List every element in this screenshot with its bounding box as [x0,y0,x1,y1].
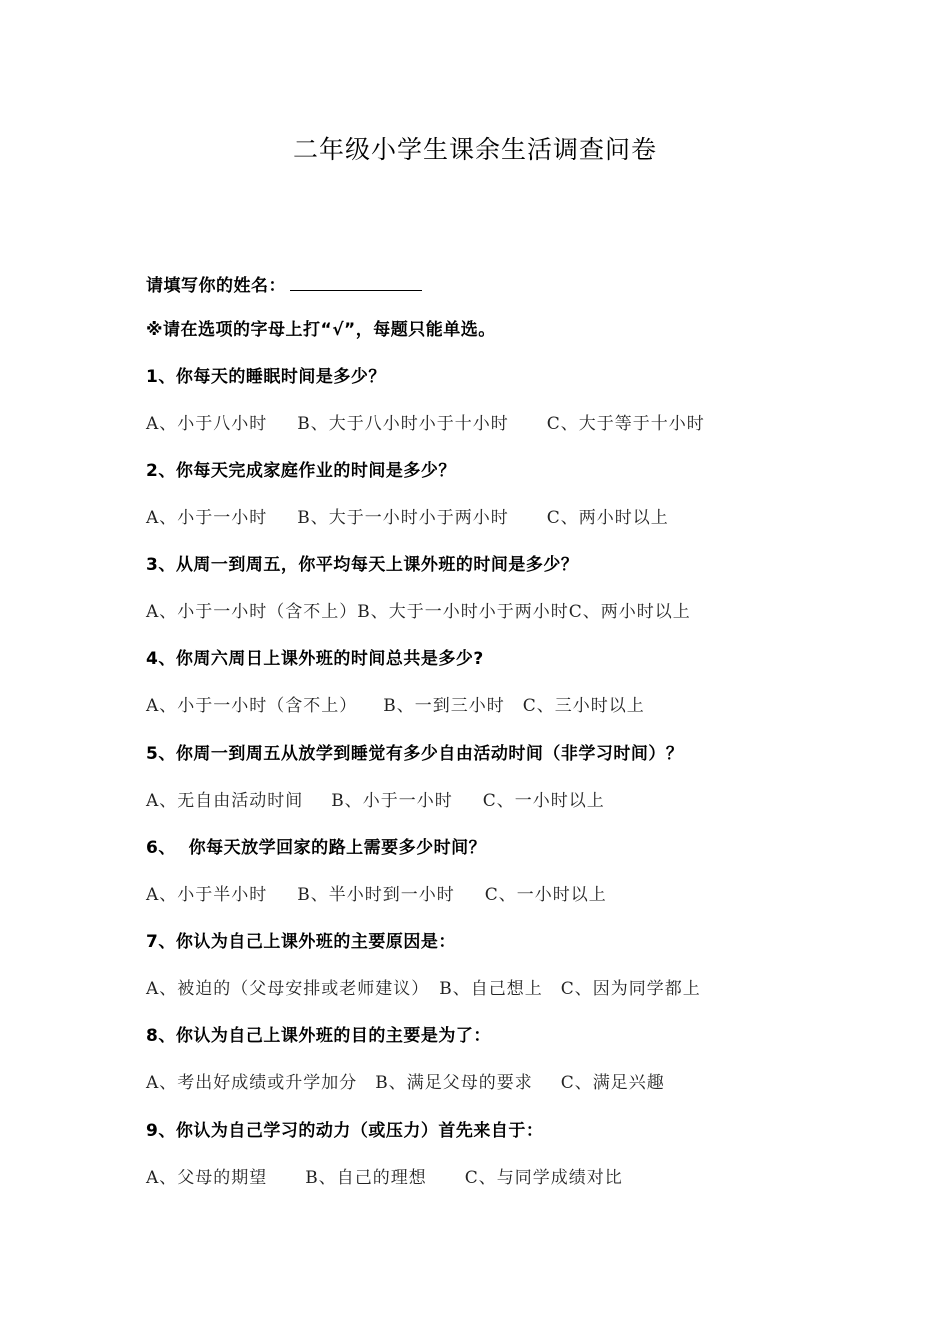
option-1a[interactable]: A、小于八小时 [146,414,268,434]
option-2b[interactable]: B、大于一小时小于两小时 [297,508,509,528]
question-3: 3、从周一到周五，你平均每天上课外班的时间是多少？ [146,555,579,575]
option-1c[interactable]: C、大于等于十小时 [546,414,705,434]
option-4a[interactable]: A、小于一小时（含不上） [146,696,358,716]
option-5c[interactable]: C、一小时以上 [482,791,605,811]
question-7: 7、你认为自己上课外班的主要原因是： [146,932,456,952]
option-7a[interactable]: A、被迫的（父母安排或老师建议） [146,979,430,999]
option-9b[interactable]: B、自己的理想 [305,1168,427,1188]
survey-title: 二年级小学生课余生活调查问卷 [292,135,657,164]
name-blank-line[interactable] [290,270,422,291]
option-8b[interactable]: B、满足父母的要求 [375,1073,533,1093]
option-8a[interactable]: A、考出好成绩或升学加分 [146,1073,358,1093]
question-2: 2、你每天完成家庭作业的时间是多少？ [146,461,456,481]
question-6: 6、 你每天放学回家的路上需要多少时间？ [146,838,487,858]
question-1: 1、你每天的睡眠时间是多少？ [146,367,386,387]
option-6b[interactable]: B、半小时到一小时 [297,885,455,905]
option-7c[interactable]: C、因为同学都上 [560,979,701,999]
option-3a[interactable]: A、小于一小时（含不上） [146,602,358,622]
option-4c[interactable]: C、三小时以上 [522,696,645,716]
question-9: 9、你认为自己学习的动力（或压力）首先来自于： [146,1121,544,1141]
option-8c[interactable]: C、满足兴趣 [560,1073,665,1093]
option-4b[interactable]: B、一到三小时 [383,696,505,716]
option-7b[interactable]: B、自己想上 [439,979,543,999]
option-3b[interactable]: B、大于一小时小于两小时 [357,602,569,622]
option-2c[interactable]: C、两小时以上 [546,508,669,528]
options-row-9 [146,1165,623,1191]
option-3c[interactable]: C、两小时以上 [568,602,691,622]
options-row-1 [146,411,705,437]
options-row-6 [146,882,607,908]
option-1b[interactable]: B、大于八小时小于十小时 [297,414,509,434]
options-row-2 [146,505,669,531]
name-prompt-label: 请填写你的姓名： [146,276,286,296]
question-5: 5、你周一到周五从放学到睡觉有多少自由活动时间（非学习时间）？ [146,744,684,764]
options-row-5 [146,788,605,814]
question-4: 4、你周六周日上课外班的时间总共是多少? [146,649,484,669]
option-6c[interactable]: C、一小时以上 [484,885,607,905]
question-8: 8、你认为自己上课外班的目的主要是为了： [146,1026,491,1046]
option-2a[interactable]: A、小于一小时 [146,508,268,528]
option-5a[interactable]: A、无自由活动时间 [146,791,304,811]
option-6a[interactable]: A、小于半小时 [146,885,268,905]
option-5b[interactable]: B、小于一小时 [331,791,453,811]
options-row-4 [146,693,645,719]
option-9c[interactable]: C、与同学成绩对比 [464,1168,623,1188]
instruction-text: ※请在选项的字母上打“√”，每题只能单选。 [146,320,496,340]
options-row-7 [146,976,701,1002]
name-prompt-row [146,270,422,299]
options-row-8 [146,1070,665,1096]
option-9a[interactable]: A、父母的期望 [146,1168,268,1188]
options-row-3 [146,599,691,625]
